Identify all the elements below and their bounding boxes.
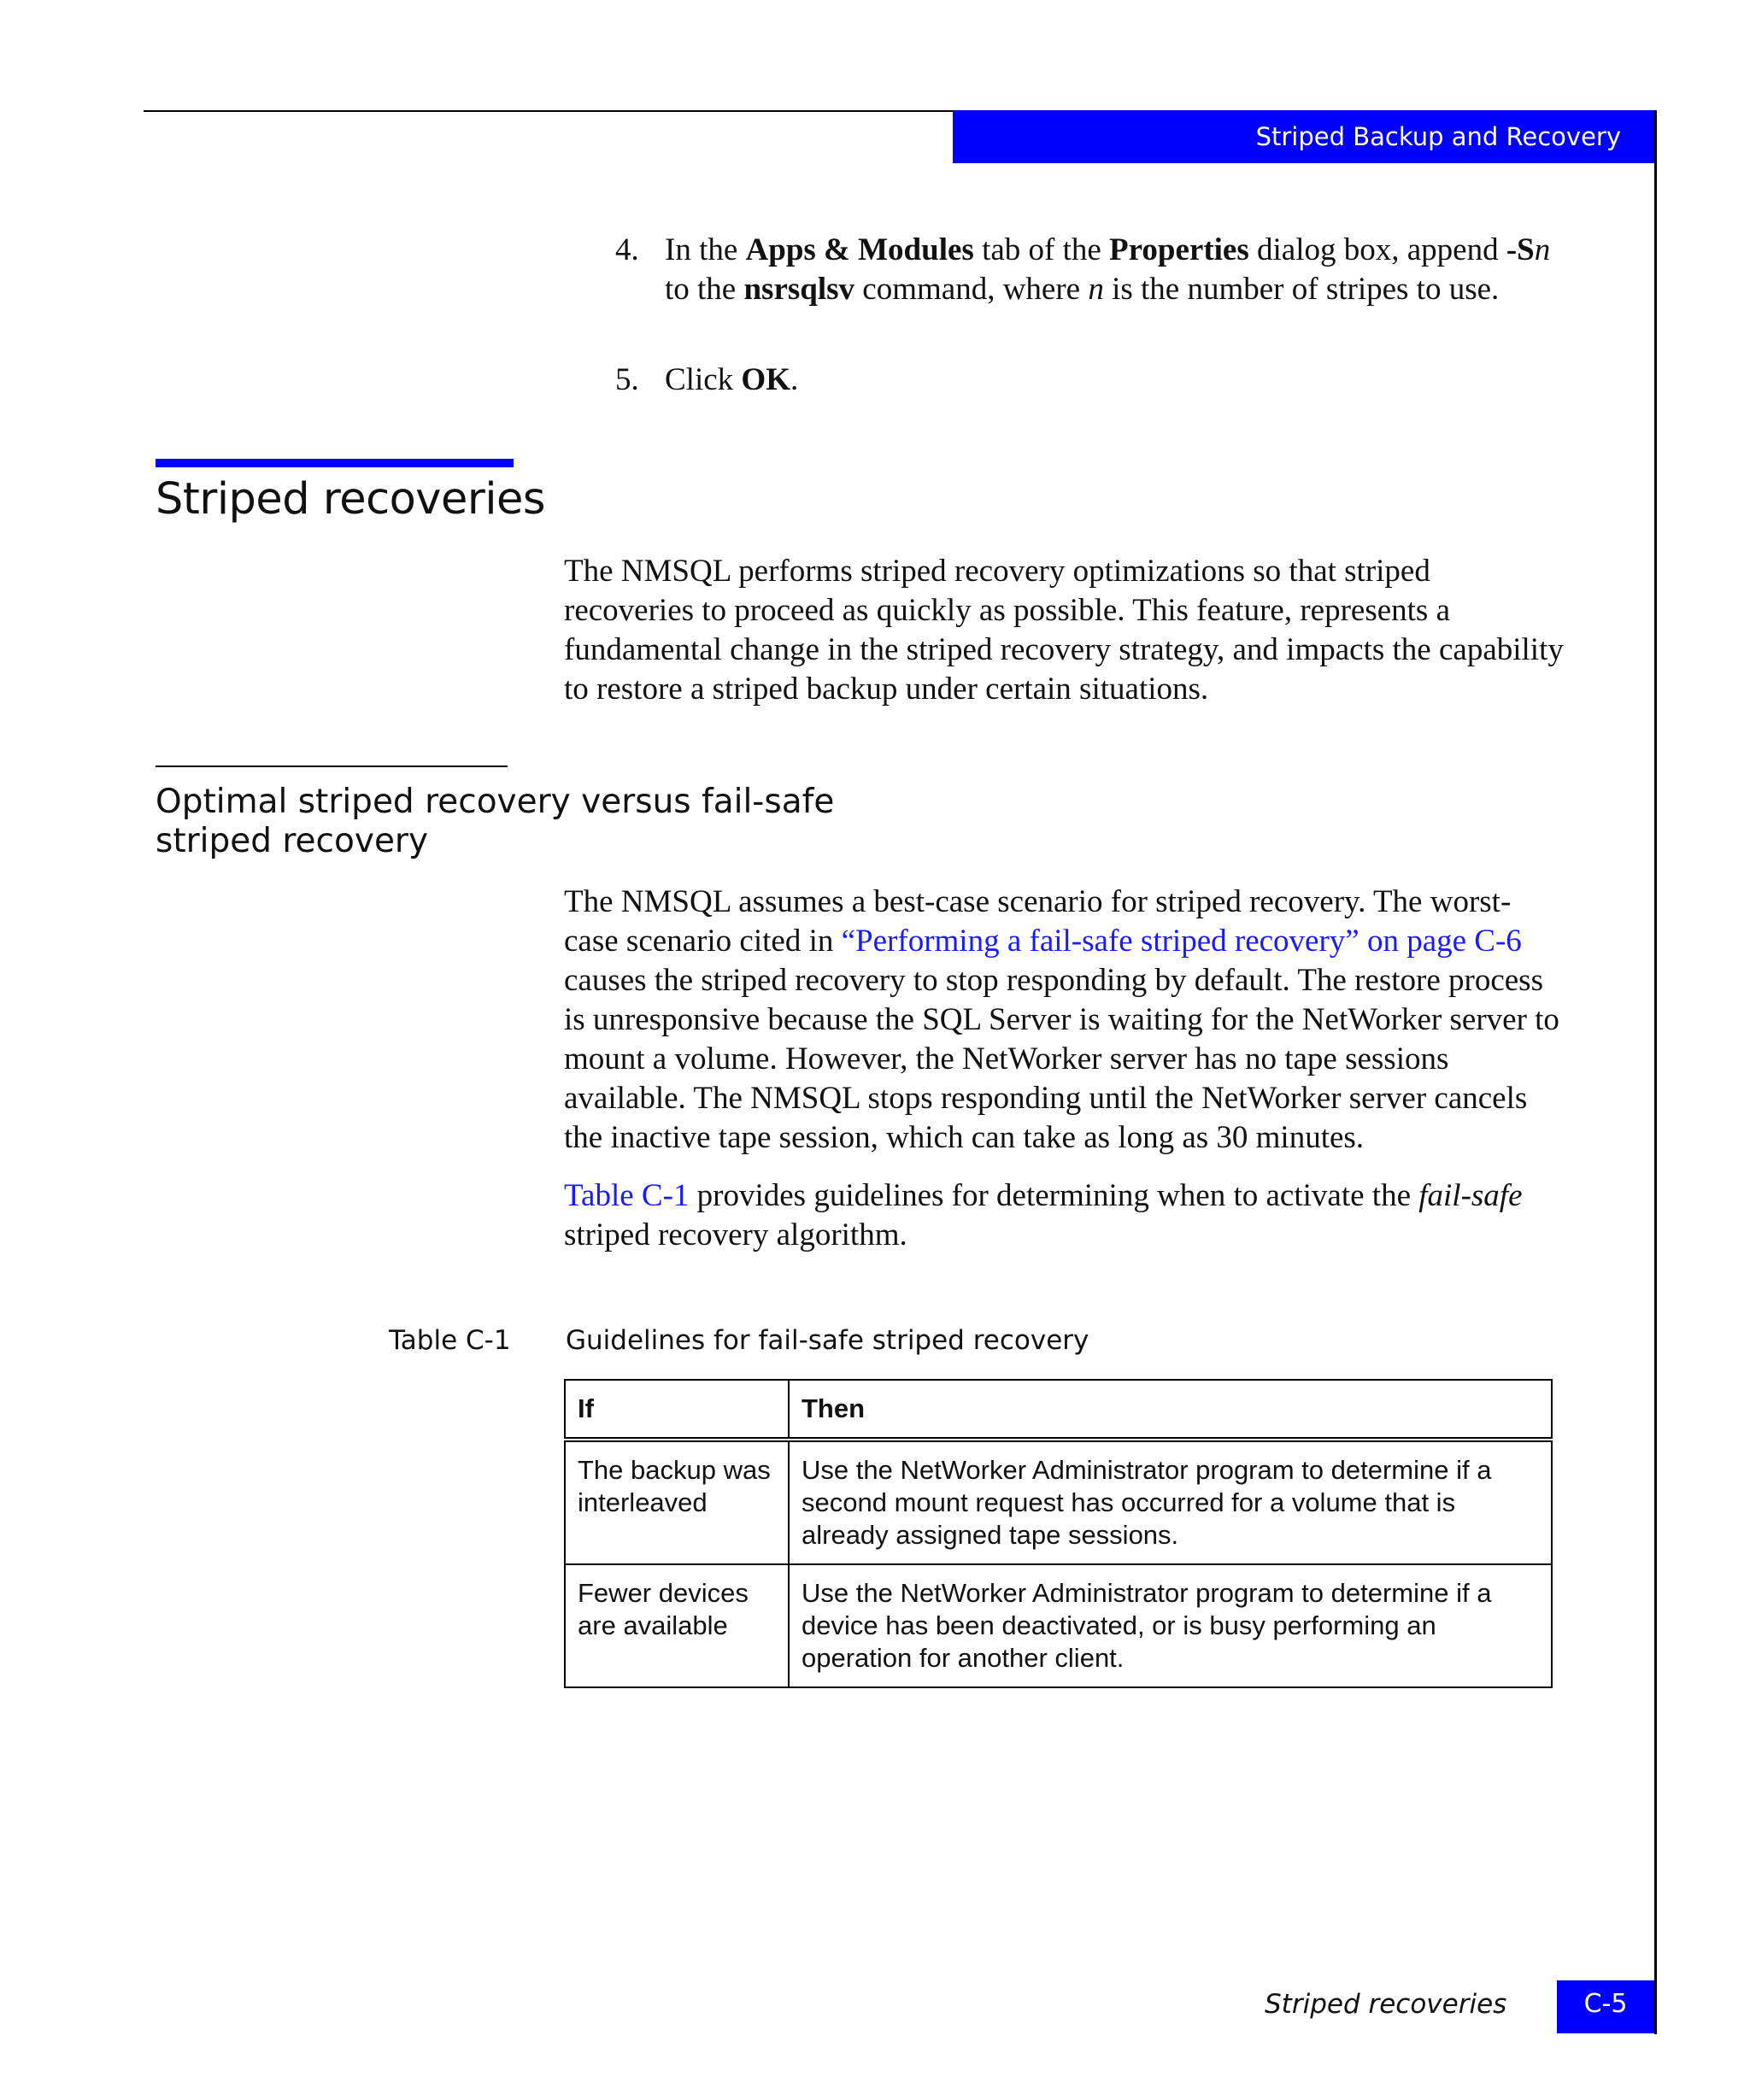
table-cell: The backup was interleaved xyxy=(565,1440,789,1564)
table-cell: Use the NetWorker Administrator program to determine if a second mount request has occurred for a volume that is already assigned tape sessions. xyxy=(789,1440,1552,1564)
table-title: Guidelines for fail-safe striped recovery xyxy=(566,1325,1089,1356)
subsection-heading: Optimal striped recovery versus fail-safe striped recovery xyxy=(156,783,835,860)
step-text: In the Apps & Modules tab of the Properties dialog box, append -Sn to the nsrsqlsv command, where n is the number of stripes to use. xyxy=(665,232,1551,307)
table-row xyxy=(565,1564,1552,1687)
step-4 xyxy=(615,231,1555,309)
section-body: The NMSQL performs striped recovery optimizations so that striped recoveries to proceed as quickly as possible. This feature, represents a fundamental change in the striped recovery strategy, and impacts the capability to restore a striped backup under certain situations. xyxy=(564,554,1564,707)
ok-button-ref: OK xyxy=(741,362,790,397)
stripe-flag: -S xyxy=(1506,232,1535,267)
guidelines-table xyxy=(564,1379,1553,1688)
footer-section-name: Striped recoveries xyxy=(1265,1989,1507,2020)
section-heading: Striped recoveries xyxy=(156,474,545,525)
table-cell: Use the NetWorker Administrator program to determine if a device has been deactivated, or is busy performing an operation for another client. xyxy=(789,1564,1552,1687)
step-text: Click OK. xyxy=(665,362,799,397)
subsection-body xyxy=(564,883,1564,1255)
running-header: Striped Backup and Recovery xyxy=(953,110,1654,163)
subheading-rule xyxy=(156,766,508,767)
column-header: Then xyxy=(789,1380,1552,1440)
table-reference-link[interactable]: Table C-1 xyxy=(564,1178,690,1213)
page-number: C-5 xyxy=(1557,1980,1654,2033)
step-5 xyxy=(615,361,1555,400)
column-header: If xyxy=(565,1380,789,1440)
nsrsqlsv-command: nsrsqlsv xyxy=(743,272,855,307)
table-cell: Fewer devices are available xyxy=(565,1564,789,1687)
table-label: Table C-1 xyxy=(389,1325,511,1356)
step-number: 5. xyxy=(615,362,639,397)
paragraph: Table C-1 provides guidelines for determining when to activate the fail-safe striped recovery algorithm. xyxy=(564,1178,1523,1252)
apps-modules-tab-ref: Apps & Modules xyxy=(745,232,974,267)
step-number: 4. xyxy=(615,232,639,267)
cross-reference-link[interactable]: “Performing a fail-safe striped recovery” on page C-6 xyxy=(841,924,1522,959)
paragraph: The NMSQL assumes a best-case scenario for striped recovery. The worst-case scenario cited in “Performing a fail-safe striped recovery” on page C-6 causes the striped recovery to stop responding by default. The restore process is unresponsive because the SQL Server is waiting for the NetWorker server to mount a volume. However, the NetWorker server has no tape sessions available. The NMSQL stops responding until the NetWorker server cancels the inactive tape session, which can take as long as 30 minutes. xyxy=(564,884,1559,1155)
heading-accent-bar xyxy=(156,459,514,467)
right-margin-rule xyxy=(1654,110,1657,2034)
properties-dialog-ref: Properties xyxy=(1109,232,1249,267)
table-header-row xyxy=(565,1380,1552,1440)
table-row xyxy=(565,1440,1552,1564)
